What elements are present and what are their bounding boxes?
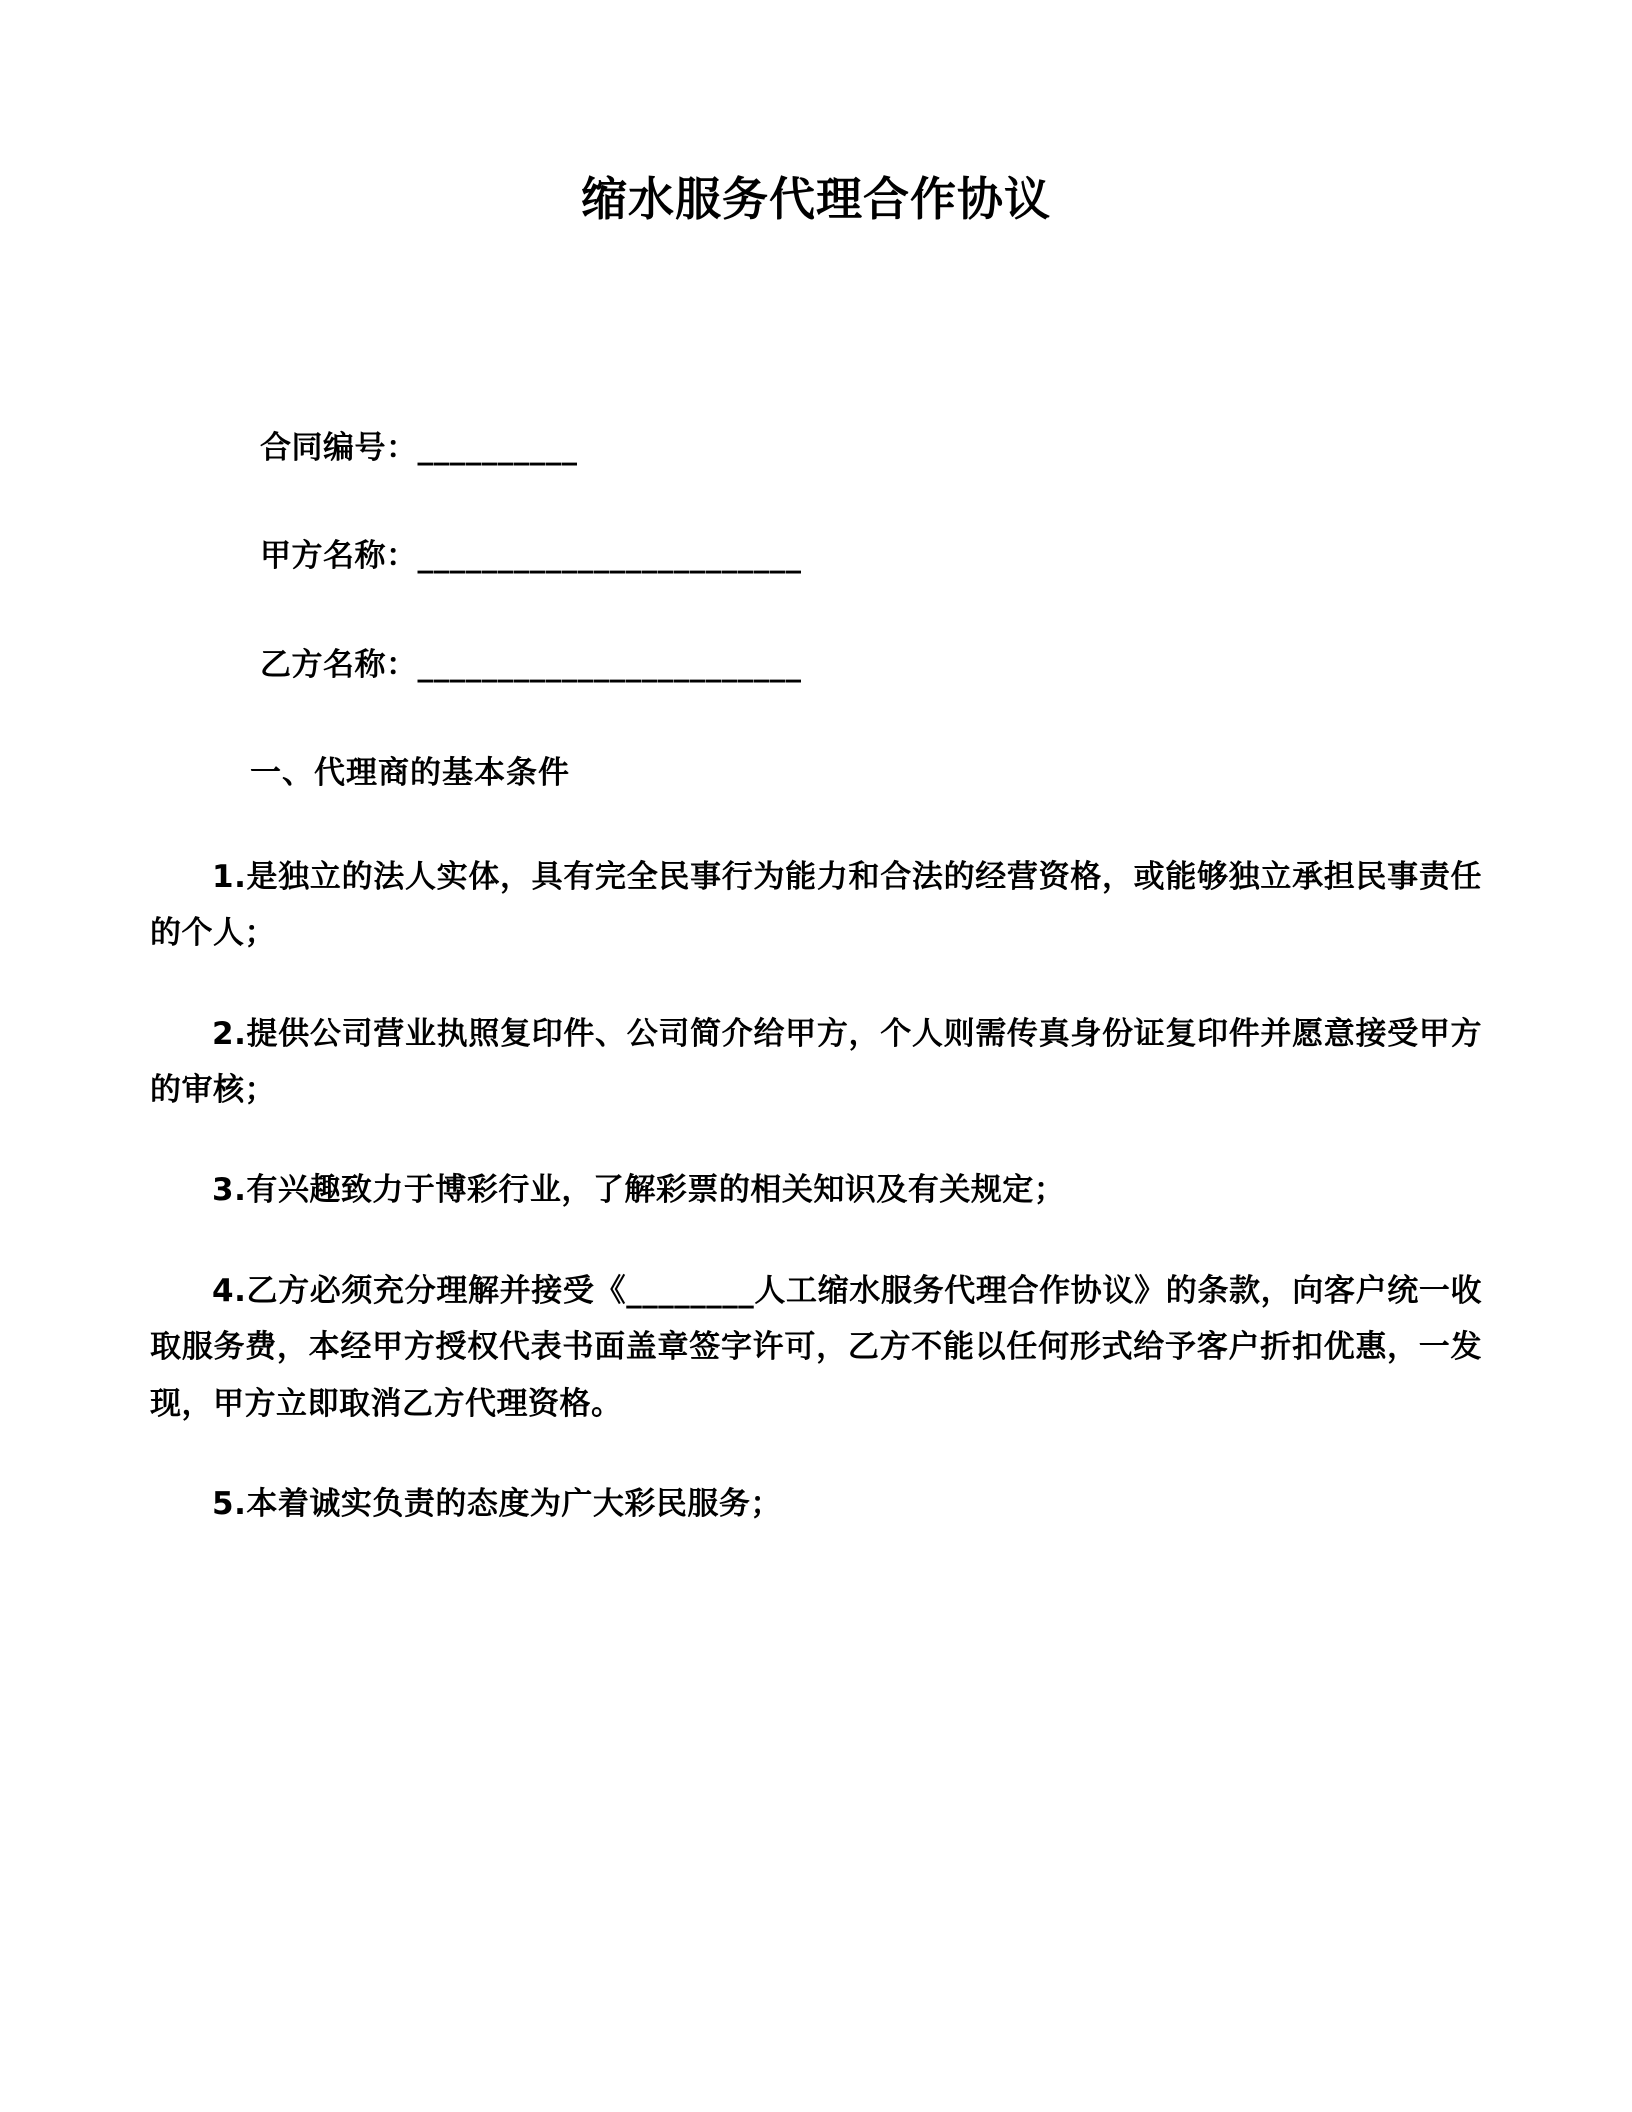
section-heading-agent-conditions: 一、代理商的基本条件 bbox=[250, 755, 570, 792]
field-party-a-name bbox=[150, 533, 1482, 580]
field-contract-number bbox=[150, 425, 1482, 472]
field-party-b-value: ________________________ bbox=[417, 646, 802, 683]
field-contract-number-value: __________ bbox=[417, 429, 578, 466]
paragraph-item-2: 2.提供公司营业执照复印件、公司简介给甲方，个人则需传真身份证复印件并愿意接受甲方的审核； bbox=[150, 1015, 1482, 1109]
paragraph-item-3: 3.有兴趣致力于博彩行业，了解彩票的相关知识及有关规定； bbox=[212, 1172, 1066, 1209]
field-party-a-label: 甲方名称： bbox=[260, 538, 418, 575]
title-spacer bbox=[150, 230, 1482, 425]
page-title: 缩水服务代理合作协议 bbox=[581, 172, 1051, 226]
field-party-b-label: 乙方名称： bbox=[260, 646, 418, 683]
field-party-b-name bbox=[150, 642, 1482, 689]
field-contract-number-label: 合同编号： bbox=[260, 429, 418, 466]
paragraph-item-5: 5.本着诚实负责的态度为广大彩民服务； bbox=[212, 1486, 782, 1523]
paragraph-item-4: 4.乙方必须充分理解并接受《________人工缩水服务代理合作协议》的条款，向客户统一收取服务费，本经甲方授权代表书面盖章签字许可，乙方不能以任何形式给予客户折扣优惠，一发现，甲方立即取消乙方代理资格。 bbox=[150, 1272, 1482, 1422]
field-party-a-value: ________________________ bbox=[417, 538, 802, 575]
paragraph-item-1: 1.是独立的法人实体，具有完全民事行为能力和合法的经营资格，或能够独立承担民事责任的个人； bbox=[150, 858, 1482, 952]
